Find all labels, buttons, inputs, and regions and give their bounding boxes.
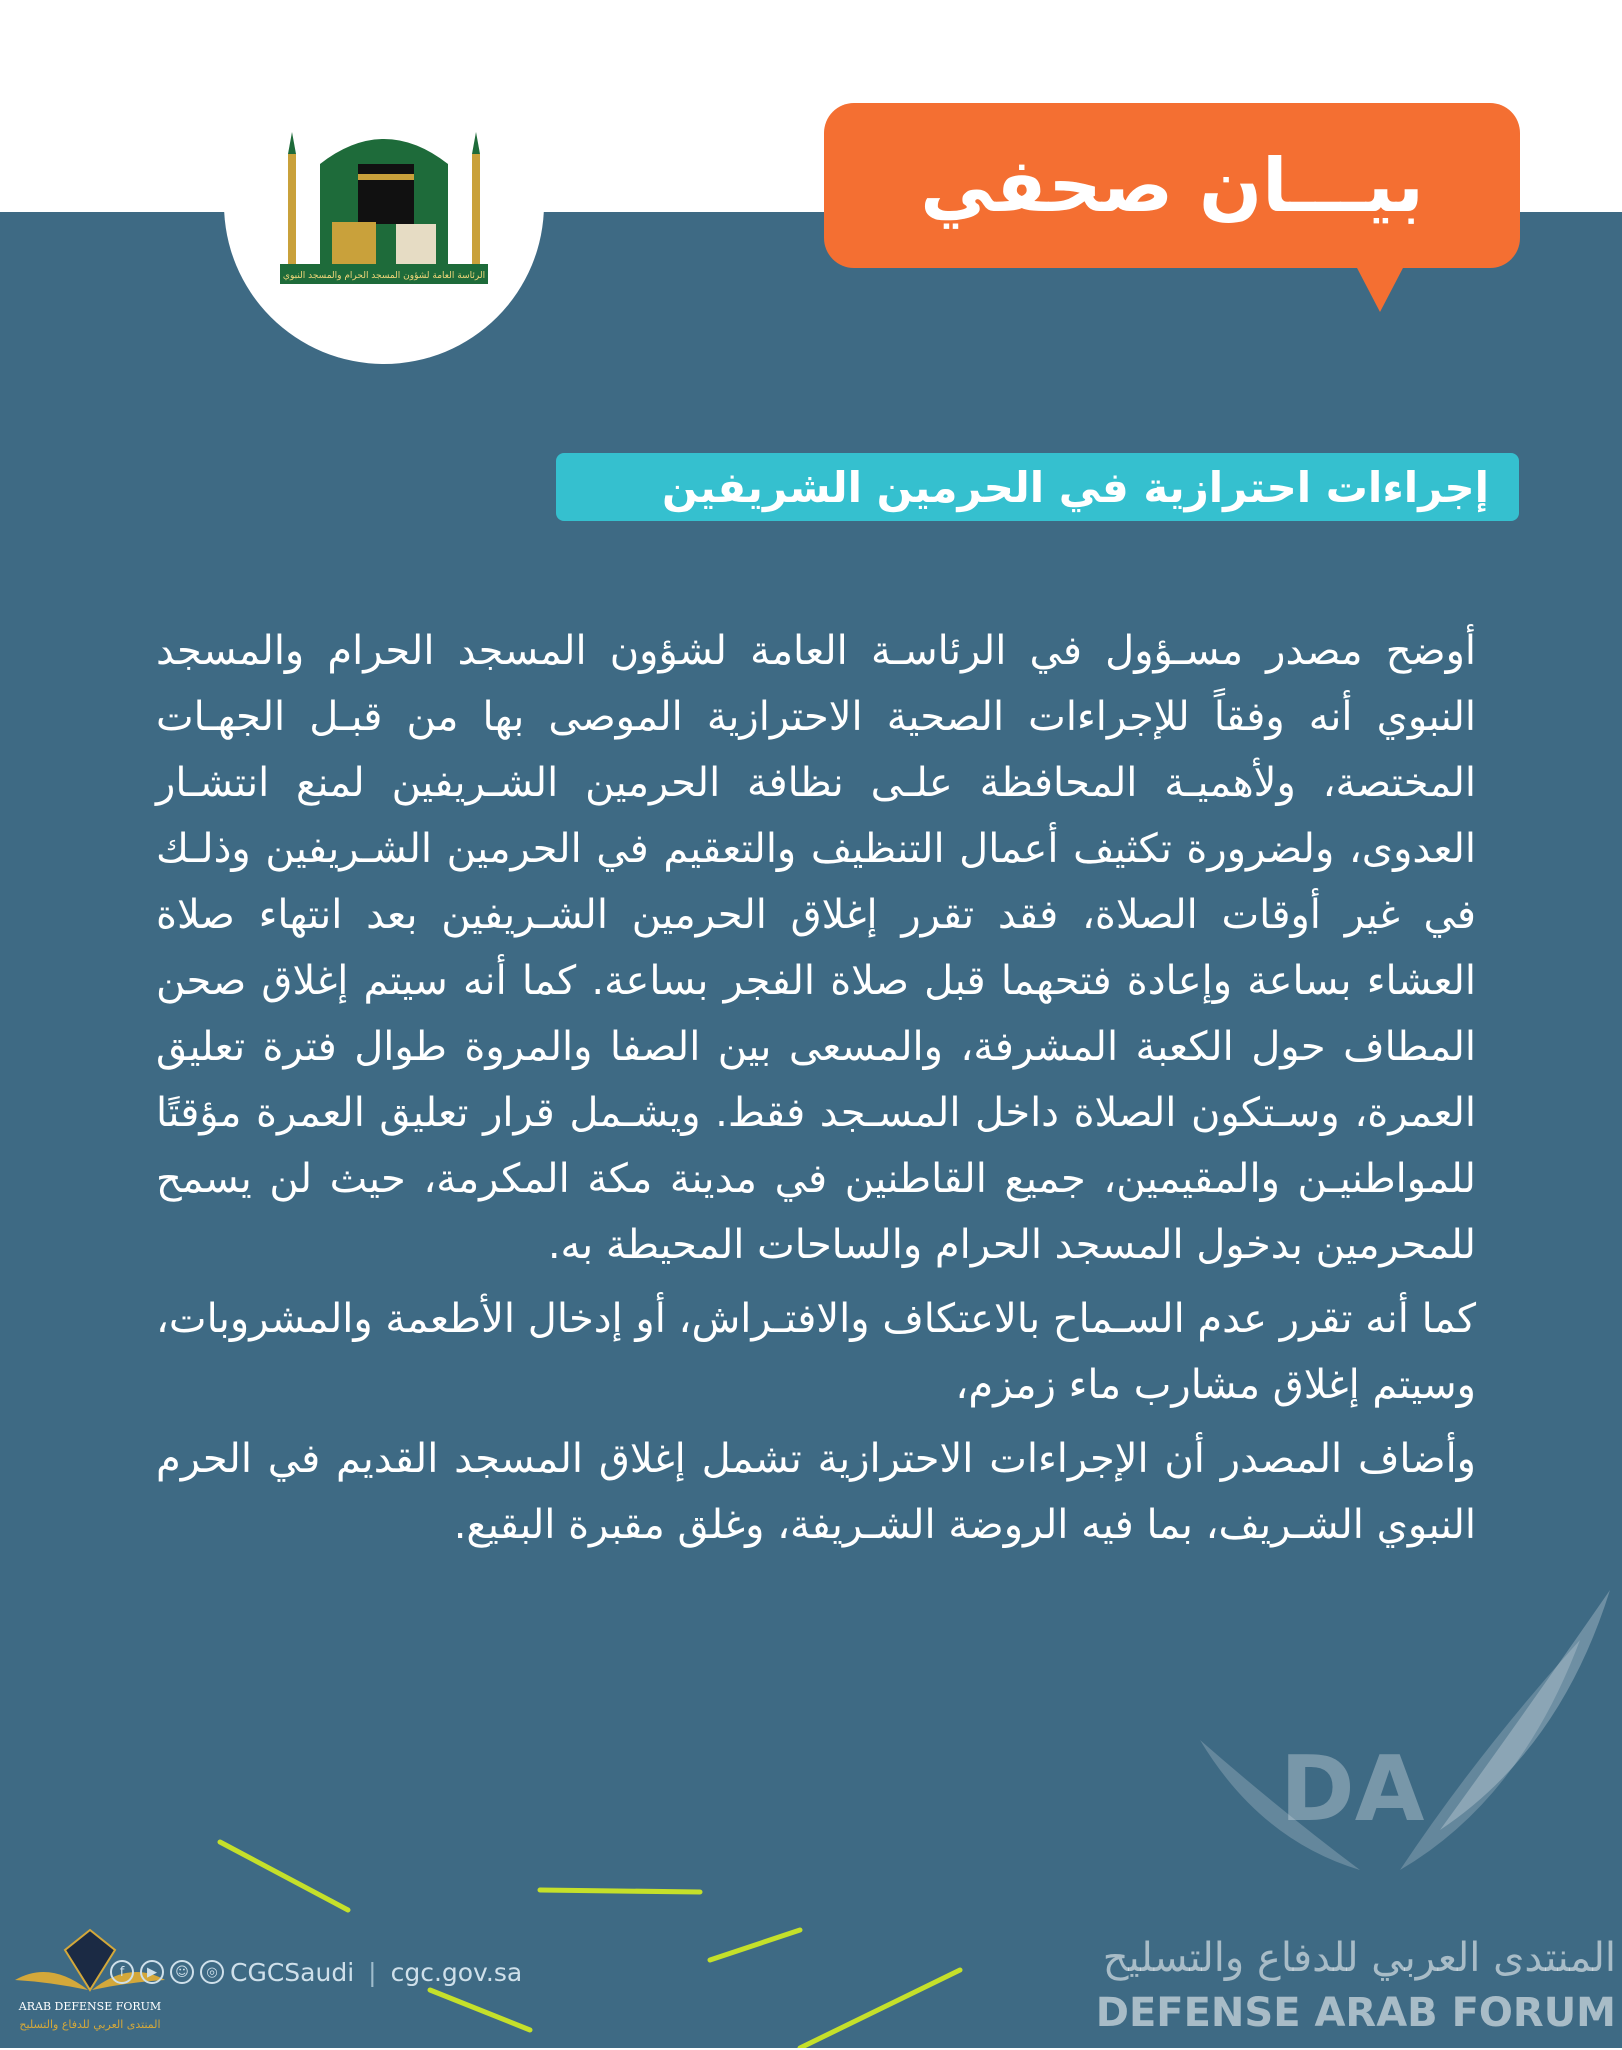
social-handle[interactable]: CGCSaudi [230,1957,355,1987]
paragraph-2: كما أنه تقرر عدم السـماح بالاعتكاف والافتـراش، أو إدخال الأطعمة والمشروبات، وسيتم إغلاق مشارب ماء زمزم، [156,1296,1476,1408]
press-release-badge [824,103,1520,268]
facebook-icon[interactable]: f [110,1960,134,1984]
svg-text:DA: DA [1280,1737,1425,1842]
watermark-english: DEFENSE ARAB FORUM [1095,1990,1616,2036]
youtube-icon[interactable]: ▶ [140,1960,164,1984]
statement-body [156,618,1476,1566]
website-link[interactable]: cgc.gov.sa [390,1957,523,1987]
presidency-logo-icon [280,124,488,284]
svg-text:المنتدى العربي للدفاع والتسليح: المنتدى العربي للدفاع والتسليح [19,2018,161,2031]
footer-social [110,1952,522,1992]
svg-text:ARAB DEFENSE FORUM: ARAB DEFENSE FORUM [18,2000,162,2013]
press-release-title: بيـــان صحفي [920,142,1424,229]
svg-text:الرئاسة العامة لشؤون المسجد ال: الرئاسة العامة لشؤون المسجد الحرام والمسجد النبوي [282,271,486,281]
subtitle-banner [556,453,1519,521]
paragraph-3: وأضاف المصدر أن الإجراءات الاحترازية تشمل إغلاق المسجد القديم في الحرم النبوي الشـريف، بما فيه الروضة الشـريفة، وغلق مقبرة البقيع. [156,1436,1476,1548]
footer-separator: | [368,1957,377,1987]
subtitle-text: إجراءات احترازية في الحرمين الشريفين [662,462,1489,512]
snapchat-icon[interactable]: ☺ [170,1960,194,1984]
watermark-arabic: المنتدى العربي للدفاع والتسليح [1102,1935,1616,1981]
paragraph-1: أوضح مصدر مسـؤول في الرئاسـة العامة لشؤون المسجد الحرام والمسجد النبوي أنه وفقاً للإجراءات الصحية الاحترازية الموصى بها من قبـل الجهـات المختصة، ولأهميـة المحافظة علـى نظافة الحرمين الشـريفين لمنع انتشـار العدوى، ولضرورة تكثيف أعمال التنظيف والتعقيم في الحرمين الشـريفين وذلـك في غير أوقات الصلاة، فقد تقرر إغلاق الحرمين الشـريفين بعد انتهاء صلاة العشاء بساعة وإعادة فتحهما قبل صلاة الفجر بساعة. كما أنه سيتم إغلاق صحن المطاف حول الكعبة المشرفة، والمسعى بين الصفا والمروة طوال فترة تعليق العمرة، وسـتكون الصلاة داخل المسـجد فقط. ويشـمل قرار تعليق العمرة مؤقتًا للمواطنيـن والمقيمين، جميع القاطنين في مدينة مكة المكرمة، حيث لن يسمح للمحرمين بدخول المسجد الحرام والساحات المحيطة به. [156,628,1476,1268]
decorative-lines [200,1820,1100,2048]
instagram-icon[interactable]: ◎ [200,1960,224,1984]
